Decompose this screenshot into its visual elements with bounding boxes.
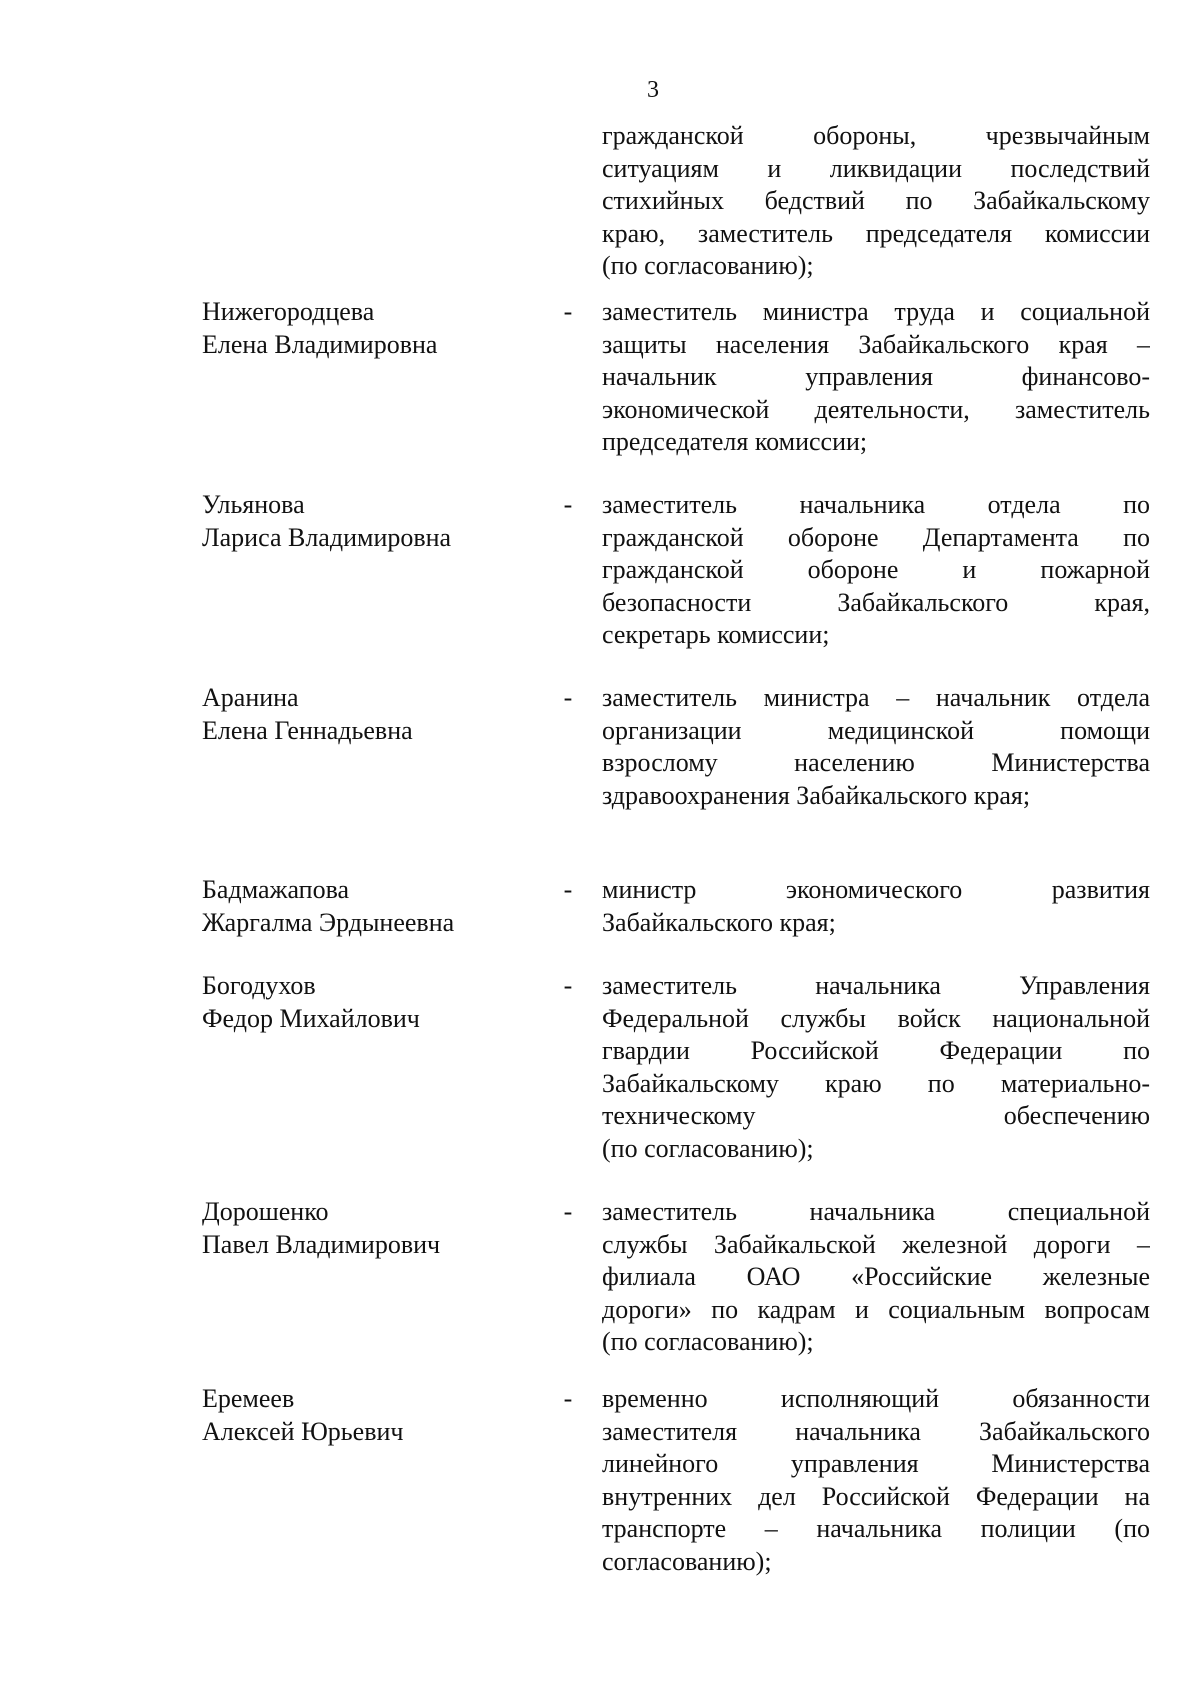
role-description — [602, 874, 1150, 939]
role-line: организации медицинской помощи — [602, 715, 1150, 745]
role-line: Забайкальского края; — [602, 907, 836, 937]
role-line: экономической деятельности, заместитель — [602, 394, 1150, 424]
role-line: защиты населения Забайкальского края – — [602, 329, 1150, 359]
role-line: внутренних дел Российской Федерации на — [602, 1481, 1150, 1511]
dash-separator: - — [563, 875, 573, 904]
role-line: заместитель министра – начальник отдела — [602, 683, 1150, 712]
role-line: техническому обеспечению — [602, 1101, 1150, 1130]
member-surname: Ульянова — [202, 490, 305, 519]
dash-separator: - — [563, 297, 573, 326]
role-description — [602, 1383, 1150, 1578]
member-name — [202, 1196, 542, 1261]
role-line: временно исполняющий обязанности — [602, 1384, 1150, 1413]
dash-separator: - — [563, 683, 573, 712]
role-description — [602, 682, 1150, 812]
role-line: министр экономического развития — [602, 875, 1150, 904]
dash-separator: - — [563, 1197, 573, 1226]
role-line: (по согласованию); — [602, 251, 814, 280]
role-line: (по согласованию); — [602, 1133, 814, 1163]
role-description — [602, 489, 1150, 652]
role-description — [602, 970, 1150, 1165]
member-name — [202, 970, 542, 1035]
member-given-names: Елена Геннадьевна — [202, 715, 413, 745]
role-line: председателя комиссии; — [602, 427, 868, 456]
member-given-names: Жаргалма Эрдынеевна — [202, 907, 455, 937]
role-line: заместитель начальника отдела по — [602, 490, 1150, 519]
role-line: краю, заместитель председателя комиссии — [602, 218, 1150, 248]
member-surname: Бадмажапова — [202, 875, 350, 904]
role-line: гражданской обороны, чрезвычайным — [602, 121, 1150, 150]
member-name — [202, 1383, 542, 1448]
role-line: дороги» по кадрам и социальным вопросам — [602, 1294, 1150, 1324]
member-surname: Нижегородцева — [202, 297, 375, 326]
dash-separator: - — [563, 971, 573, 1000]
member-given-names: Лариса Владимировна — [202, 522, 452, 552]
page-number: 3 — [647, 77, 659, 103]
member-given-names: Алексей Юрьевич — [202, 1416, 404, 1446]
role-line: стихийных бедствий по Забайкальскому — [602, 186, 1150, 215]
member-surname: Богодухов — [202, 971, 316, 1000]
member-given-names: Федор Михайлович — [202, 1003, 420, 1033]
role-line: заместитель начальника специальной — [602, 1197, 1150, 1226]
role-line: безопасности Забайкальского края, — [602, 587, 1150, 617]
role-line: линейного управления Министерства — [602, 1449, 1150, 1478]
role-line: начальник управления финансово- — [602, 362, 1150, 391]
role-line: заместитель министра труда и социальной — [602, 297, 1150, 326]
dash-separator: - — [563, 490, 573, 519]
role-line: секретарь комиссии; — [602, 620, 830, 649]
role-line: филиала ОАО «Российские железные — [602, 1262, 1150, 1291]
role-line: службы Забайкальской железной дороги – — [602, 1229, 1150, 1259]
role-line: взрослому населению Министерства — [602, 748, 1150, 777]
member-name — [202, 874, 542, 939]
role-line: гвардии Российской Федерации по — [602, 1036, 1150, 1065]
member-name — [202, 296, 542, 361]
role-line: заместителя начальника Забайкальского — [602, 1416, 1150, 1446]
role-description — [602, 1196, 1150, 1359]
role-description — [602, 120, 1150, 283]
member-name — [202, 489, 542, 554]
role-line: гражданской обороне и пожарной — [602, 555, 1150, 584]
member-surname: Еремеев — [202, 1384, 295, 1413]
role-line: согласованию); — [602, 1546, 772, 1576]
member-given-names: Елена Владимировна — [202, 329, 438, 359]
role-line: Федеральной службы войск национальной — [602, 1003, 1150, 1033]
member-surname: Аранина — [202, 683, 299, 712]
member-surname: Дорошенко — [202, 1197, 329, 1226]
role-line: транспорте – начальника полиции (по — [602, 1514, 1150, 1543]
role-line: Забайкальскому краю по материально- — [602, 1068, 1150, 1098]
dash-separator: - — [563, 1384, 573, 1413]
member-given-names: Павел Владимирович — [202, 1229, 441, 1259]
role-line: здравоохранения Забайкальского края; — [602, 780, 1031, 810]
role-description — [602, 296, 1150, 459]
role-line: (по согласованию); — [602, 1327, 814, 1356]
member-name — [202, 682, 542, 747]
role-line: заместитель начальника Управления — [602, 971, 1150, 1000]
role-line: ситуациям и ликвидации последствий — [602, 153, 1150, 183]
role-line: гражданской обороне Департамента по — [602, 522, 1150, 552]
